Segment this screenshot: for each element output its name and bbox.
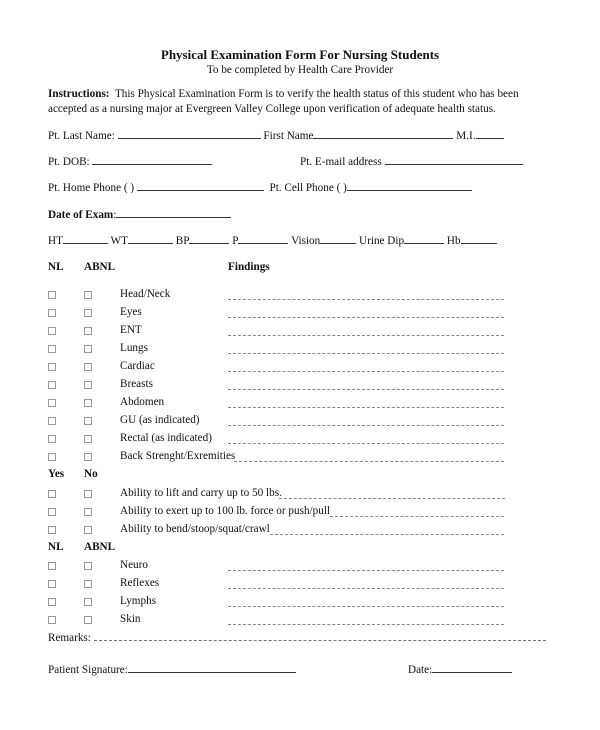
findings-header: Findings (228, 261, 270, 273)
urine-dip-label: Urine Dip (359, 235, 405, 247)
checkbox-no[interactable] (84, 526, 92, 534)
ht-label: HT (48, 235, 63, 247)
checkbox-abnl[interactable] (84, 453, 92, 461)
checkbox-abnl[interactable] (84, 327, 92, 335)
findings-field[interactable] (228, 623, 504, 625)
checkbox-abnl[interactable] (84, 616, 92, 624)
findings-field[interactable] (228, 388, 504, 390)
date-field[interactable] (432, 662, 512, 673)
findings-field[interactable] (228, 298, 504, 300)
remarks-row (48, 630, 546, 645)
vitals-row (48, 233, 497, 248)
p-label: P (232, 235, 239, 247)
checkbox-abnl[interactable] (84, 562, 92, 570)
date-label: Date: (408, 664, 433, 676)
item-label: Lymphs (120, 595, 157, 607)
item-label: Breasts (120, 378, 153, 390)
abnl-header: ABNL (84, 261, 116, 273)
checkbox-nl[interactable] (48, 363, 56, 371)
findings-field[interactable] (228, 352, 504, 354)
phone-row (48, 180, 472, 195)
abnl-header-2: ABNL (84, 541, 116, 553)
email-row (300, 154, 523, 169)
item-label: Abdomen (120, 396, 165, 408)
checkbox-nl[interactable] (48, 580, 56, 588)
item-label: Rectal (as indicated) (120, 432, 212, 444)
item-label: Skin (120, 613, 141, 625)
checkbox-abnl[interactable] (84, 399, 92, 407)
checkbox-nl[interactable] (48, 417, 56, 425)
nl-header-2: NL (48, 541, 64, 553)
item-label: Eyes (120, 306, 142, 318)
findings-field[interactable] (228, 605, 504, 607)
signature-row (48, 662, 296, 677)
form-subtitle: To be completed by Health Care Provider (206, 64, 394, 76)
urine-dip-field[interactable] (404, 233, 444, 244)
first-name-label: First Name (263, 130, 314, 142)
item-label: Back Strenght/Exremities (120, 450, 236, 462)
checkbox-nl[interactable] (48, 616, 56, 624)
checkbox-abnl[interactable] (84, 363, 92, 371)
checkbox-nl[interactable] (48, 435, 56, 443)
date-of-exam-label: Date of Exam (48, 209, 114, 221)
checkbox-no[interactable] (84, 490, 92, 498)
checkbox-abnl[interactable] (84, 417, 92, 425)
checkbox-abnl[interactable] (84, 345, 92, 353)
checkbox-yes[interactable] (48, 526, 56, 534)
instructions-text: This Physical Examination Form is to verify the health status of this student who has been (114, 88, 519, 100)
hb-label: Hb (446, 235, 461, 247)
findings-field[interactable] (228, 316, 504, 318)
name-row (48, 128, 504, 143)
checkbox-abnl[interactable] (84, 435, 92, 443)
checkbox-nl[interactable] (48, 598, 56, 606)
instructions-label: Instructions: (48, 88, 110, 100)
findings-field[interactable] (228, 334, 504, 336)
hb-field[interactable] (461, 233, 497, 244)
no-header: No (84, 468, 98, 480)
date-of-exam-row: Date of Exam: (48, 207, 231, 222)
signature-label: Patient Signature: (48, 664, 128, 676)
checkbox-abnl[interactable] (84, 598, 92, 606)
ability-field[interactable] (330, 515, 504, 517)
checkbox-abnl[interactable] (84, 291, 92, 299)
ability-field[interactable] (279, 497, 505, 499)
item-label: Cardiac (120, 360, 155, 372)
checkbox-yes[interactable] (48, 490, 56, 498)
mi-label: M.I. (456, 130, 476, 142)
date-of-exam-field[interactable] (116, 207, 231, 218)
findings-field[interactable] (228, 424, 504, 426)
item-label: Head/Neck (120, 288, 171, 300)
dob-label: Pt. DOB: (48, 156, 90, 168)
last-name-label: Pt. Last Name: (48, 130, 115, 142)
vision-label: Vision (291, 235, 321, 247)
instructions-line2: accepted as a nursing major at Evergreen Valley College upon verification of adequate health status. (48, 103, 496, 115)
instructions-line1 (48, 87, 519, 101)
checkbox-nl[interactable] (48, 562, 56, 570)
findings-field[interactable] (228, 370, 504, 372)
checkbox-no[interactable] (84, 508, 92, 516)
first-name-field[interactable] (313, 128, 453, 139)
checkbox-nl[interactable] (48, 345, 56, 353)
signature-field[interactable] (128, 662, 296, 673)
checkbox-nl[interactable] (48, 381, 56, 389)
bp-field[interactable] (189, 233, 229, 244)
findings-field[interactable] (228, 406, 504, 408)
bp-label: BP (175, 235, 190, 247)
item-label: Ability to bend/stoop/squat/crawl (120, 523, 270, 535)
vision-field[interactable] (320, 233, 356, 244)
nl-header: NL (48, 261, 64, 273)
last-name-field[interactable] (118, 128, 261, 139)
checkbox-nl[interactable] (48, 309, 56, 317)
cell-phone-label: Pt. Cell Phone ( ) (269, 182, 347, 194)
checkbox-abnl[interactable] (84, 381, 92, 389)
checkbox-nl[interactable] (48, 453, 56, 461)
email-field[interactable] (385, 154, 523, 165)
item-label: Neuro (120, 559, 148, 571)
date-row (408, 662, 512, 677)
dob-field[interactable] (92, 154, 212, 165)
ht-field[interactable] (63, 233, 108, 244)
mi-field[interactable] (476, 128, 504, 139)
checkbox-yes[interactable] (48, 508, 56, 516)
item-label: ENT (120, 324, 142, 336)
findings-field[interactable] (228, 569, 504, 571)
findings-field[interactable] (228, 442, 504, 444)
home-phone-field[interactable] (137, 180, 264, 191)
checkbox-nl[interactable] (48, 399, 56, 407)
item-label: Lungs (120, 342, 148, 354)
ability-field[interactable] (270, 533, 504, 535)
wt-label: WT (110, 235, 128, 247)
p-field[interactable] (238, 233, 288, 244)
home-phone-label: Pt. Home Phone ( ) (48, 182, 135, 194)
dob-row (48, 154, 212, 169)
findings-field[interactable] (228, 587, 504, 589)
yes-header: Yes (48, 468, 65, 480)
checkbox-nl[interactable] (48, 291, 56, 299)
checkbox-abnl[interactable] (84, 309, 92, 317)
form-title: Physical Examination Form For Nursing Students (160, 47, 440, 62)
cell-phone-field[interactable] (347, 180, 472, 191)
item-label: Ability to lift and carry up to 50 lbs. (120, 487, 282, 499)
checkbox-nl[interactable] (48, 327, 56, 335)
item-label: GU (as indicated) (120, 414, 200, 426)
remarks-field[interactable] (94, 630, 546, 641)
findings-field[interactable] (234, 460, 504, 462)
wt-field[interactable] (128, 233, 173, 244)
checkbox-abnl[interactable] (84, 580, 92, 588)
item-label: Ability to exert up to 100 lb. force or push/pull (120, 505, 331, 517)
item-label: Reflexes (120, 577, 160, 589)
email-label: Pt. E-mail address (300, 156, 382, 168)
remarks-label: Remarks: (48, 632, 91, 644)
